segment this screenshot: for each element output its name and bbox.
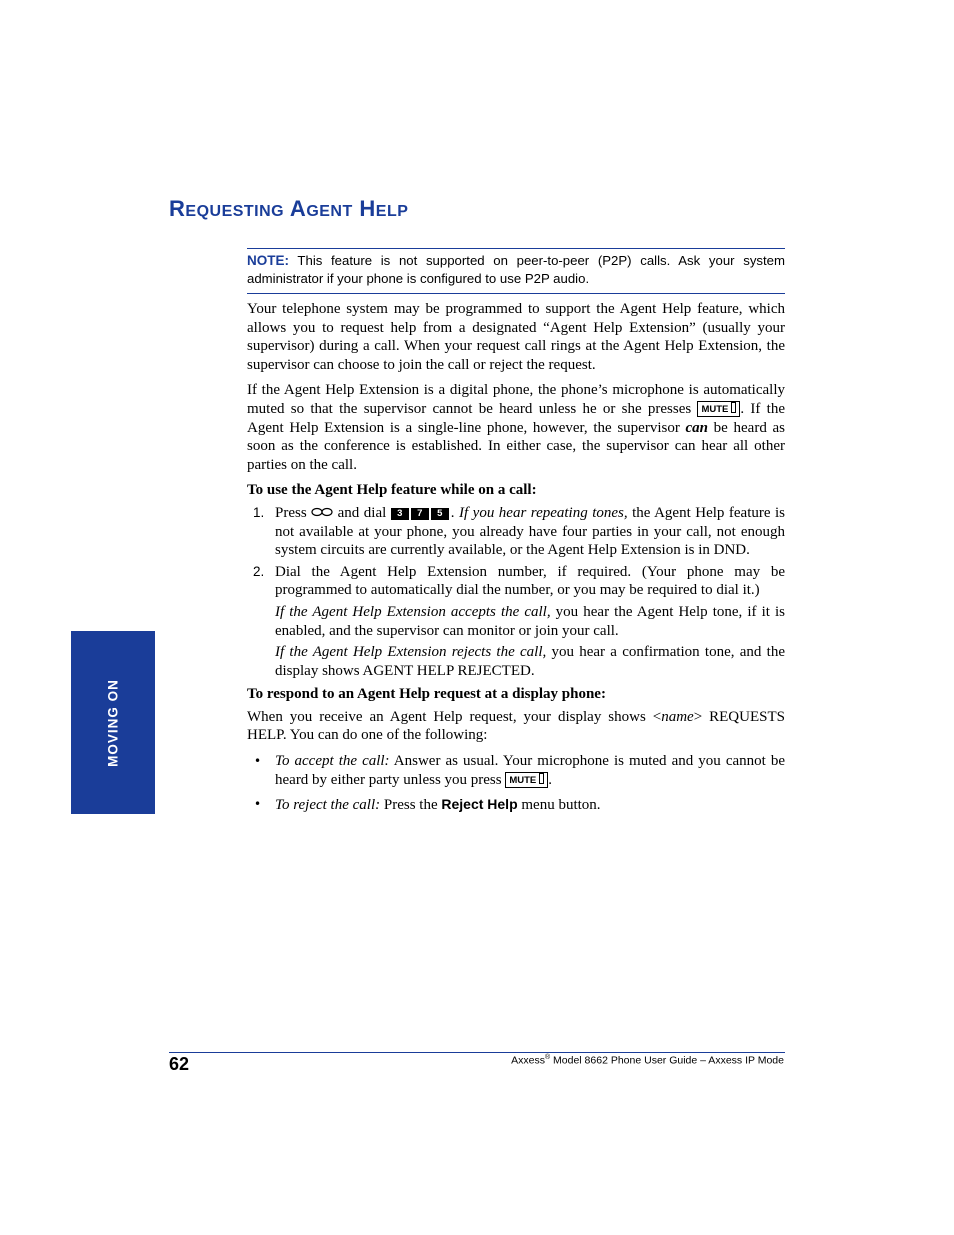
respond-paragraph: When you receive an Agent Help request, your display shows <name> REQUESTS HELP. You can do one of the following: [247, 708, 785, 744]
step-1: 1. Press and dial 3 7 5 . If you hear repeating tones, the Agent Help feature is not available at your phone, you already have four parties in your call, not enough system circuits are currently available, or the Agent Help Extension is in DND. [253, 504, 786, 559]
footer-title: Axxess® Model 8662 Phone User Guide – Axxess IP Mode [511, 1054, 784, 1067]
mute-key-icon: MUTE [697, 401, 740, 417]
note-label: NOTE: [247, 253, 289, 268]
digit-key-icon: 5 [431, 508, 449, 520]
digital-phone-paragraph: If the Agent Help Extension is a digital phone, the phone’s microphone is automatically muted so that the supervisor cannot be heard unless he or she presses MUTE . If the Agent Help Extension is a single-line phone, however, the supervisor can be heard as soon as the conference is established. In either case, the supervisor can hear all other parties on the call. [247, 382, 785, 473]
section-heading: REQUESTING AGENT HELP [169, 196, 409, 221]
footer-rule [169, 1052, 785, 1053]
note-text: This feature is not supported on peer-to-peer (P2P) calls. Ask your system administrator if your phone is configured to use P2P audio. [247, 253, 785, 286]
subhead-respond: To respond to an Agent Help request at a display phone: [247, 686, 606, 703]
digit-key-icon: 7 [411, 508, 429, 520]
step-2: 2. Dial the Agent Help Extension number, if required. (Your phone may be programmed to automatically dial the number, or you may be required to dial it.) If the Agent Help Extension accepts the call, you hear the Agent Help tone, if it is enabled, and the supervisor can monitor or join your call. If the Agent Help Extension rejects the call, you hear a confirmation tone, and the display shows AGENT HELP REJECTED. [253, 563, 786, 679]
step-2-accept: If the Agent Help Extension accepts the call, you hear the Agent Help tone, if it is enabled, and the supervisor can monitor or join your call. [275, 603, 786, 639]
bullet-icon: • [254, 754, 262, 769]
mute-key-icon: MUTE [505, 772, 548, 788]
bullet-accept: • To accept the call: Answer as usual. Your microphone is muted and you cannot be heard by either party unless you press MUTE . [254, 753, 785, 788]
digit-key-icon: 3 [391, 508, 409, 520]
step-2-reject: If the Agent Help Extension rejects the call, you hear a confirmation tone, and the display shows AGENT HELP REJECTED. [275, 644, 785, 679]
intro-paragraph: Your telephone system may be programmed to support the Agent Help feature, which allows you to request help from a designated “Agent Help Extension” (usually your supervisor) during a call. When your request call rings at the Agent Help Extension, the supervisor can choose to join the call or reject the request. [247, 301, 785, 373]
note-box [247, 248, 785, 294]
page-number: 62 [169, 1054, 190, 1074]
body-content [247, 300, 785, 821]
subhead-use: To use the Agent Help feature while on a call: [247, 482, 537, 499]
bullet-icon: • [254, 797, 262, 812]
bullet-reject: • To reject the call: Press the Reject Help menu button. [254, 796, 601, 814]
conference-key-icon [311, 507, 333, 517]
side-tab: MOVING ON [71, 631, 155, 814]
